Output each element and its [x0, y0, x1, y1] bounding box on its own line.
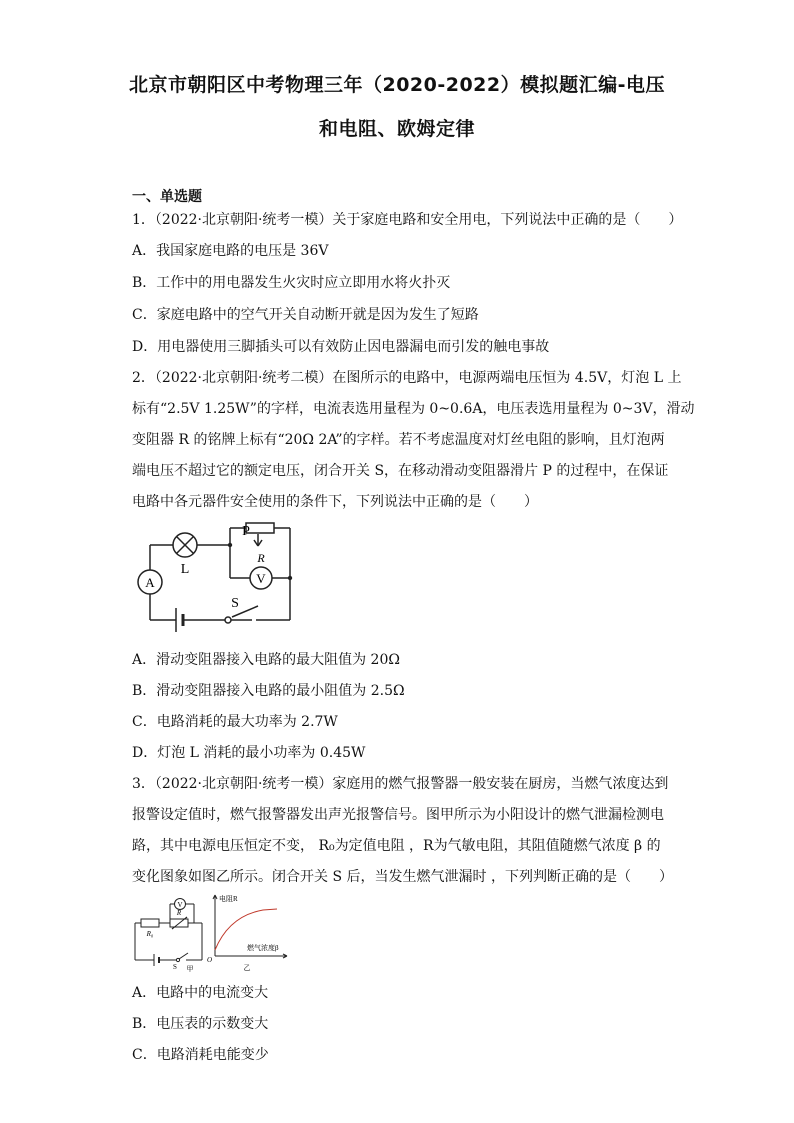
q3-label-S: S: [173, 963, 177, 971]
q3-switch-icon: [176, 958, 179, 961]
q3-option-c: C．电路消耗电能变少: [132, 1047, 269, 1063]
q1-option-b: B．工作中的用电器发生火灾时应立即用水将火扑灭: [132, 275, 451, 291]
q3-figure-jia-circuit: [130, 895, 213, 975]
q2-stem-line-5: 电路中各元器件安全使用的条件下，下列说法中正确的是（ ）: [132, 494, 538, 510]
label-V: V: [256, 571, 266, 586]
q3-stem-line-1: 3．（2022·北京朝阳·统考一模）家庭用的燃气报警器一般安装在厨房，当燃气浓度达到: [132, 776, 669, 792]
q3-label-R0: R₀: [146, 930, 154, 938]
document-title-line-2: 和电阻、欧姆定律: [318, 118, 475, 140]
label-A: A: [145, 575, 155, 590]
q3-graph-xlabel: 燃气浓度β: [247, 944, 279, 952]
q3-label-jia: 甲: [186, 965, 194, 973]
q1-option-c: C．家庭电路中的空气开关自动断开就是因为发生了短路: [132, 307, 479, 323]
q2-stem-line-2: 标有“2.5V 1.25W”的字样，电流表选用量程为 0~0.6A，电压表选用量程为 0~3V，滑动: [132, 401, 695, 417]
q3-graph-ylabel: 电阻R: [219, 895, 238, 903]
q3-stem-line-2: 报警设定值时，燃气报警器发出声光报警信号。图甲所示为小阳设计的燃气泄漏检测电: [132, 807, 664, 823]
q3-graph-origin: O: [207, 956, 213, 964]
q3-figure-yi-graph: [205, 890, 295, 976]
switch-S-icon: [225, 617, 231, 623]
q3-graph-label-yi: 乙: [243, 964, 251, 972]
document-title-line-1: 北京市朝阳区中考物理三年（2020-2022）模拟题汇编-电压: [128, 74, 666, 96]
q2-option-b: B．滑动变阻器接入电路的最小阻值为 2.5Ω: [132, 683, 405, 699]
q3-label-V: V: [177, 901, 183, 909]
q3-option-a: A．电路中的电流变大: [132, 985, 269, 1001]
label-R: R: [257, 551, 265, 565]
q2-option-a: A．滑动变阻器接入电路的最大阻值为 20Ω: [132, 652, 400, 668]
q1-stem: 1．（2022·北京朝阳·统考一模）关于家庭电路和安全用电，下列说法中正确的是（ ）: [132, 212, 683, 228]
label-L: L: [180, 562, 190, 577]
q2-option-d: D．灯泡 L 消耗的最小功率为 0.45W: [132, 745, 366, 761]
q3-stem-line-3: 路，其中电源电压恒定不变， R₀为定值电阻 ，R为气敏电阻，其阻值随燃气浓度 β 的: [132, 838, 661, 854]
rheostat-R-icon: [246, 523, 274, 533]
q1-option-d: D．用电器使用三脚插头可以有效防止因电器漏电而引发的触电事故: [132, 339, 550, 355]
q3-option-b: B．电压表的示数变大: [132, 1016, 269, 1032]
q2-stem-line-3: 变阻器 R 的铭牌上标有“20Ω 2A”的字样。若不考虑温度对灯丝电阻的影响，且灯泡两: [132, 432, 665, 448]
q2-option-c: C．电路消耗的最大功率为 2.7W: [132, 714, 338, 730]
section-heading: 一、单选题: [132, 189, 202, 205]
q2-circuit-diagram: [128, 520, 298, 640]
resistor-R0-icon: [141, 919, 159, 927]
q2-stem-line-4: 端电压不超过它的额定电压，闭合开关 S，在移动滑动变阻器滑片 P 的过程中，在保证: [132, 463, 669, 479]
q3-label-R: R: [176, 909, 182, 917]
label-P: P: [242, 524, 250, 539]
q2-stem-line-1: 2．（2022·北京朝阳·统考二模）在图所示的电路中，电源两端电压恒为 4.5V，灯泡 L 上: [132, 370, 682, 386]
q3-stem-line-4: 变化图象如图乙所示。闭合开关 S 后，当发生燃气泄漏时 ，下列判断正确的是（ ）: [132, 869, 673, 885]
q1-option-a: A．我国家庭电路的电压是 36V: [132, 243, 329, 259]
label-S: S: [231, 596, 239, 611]
